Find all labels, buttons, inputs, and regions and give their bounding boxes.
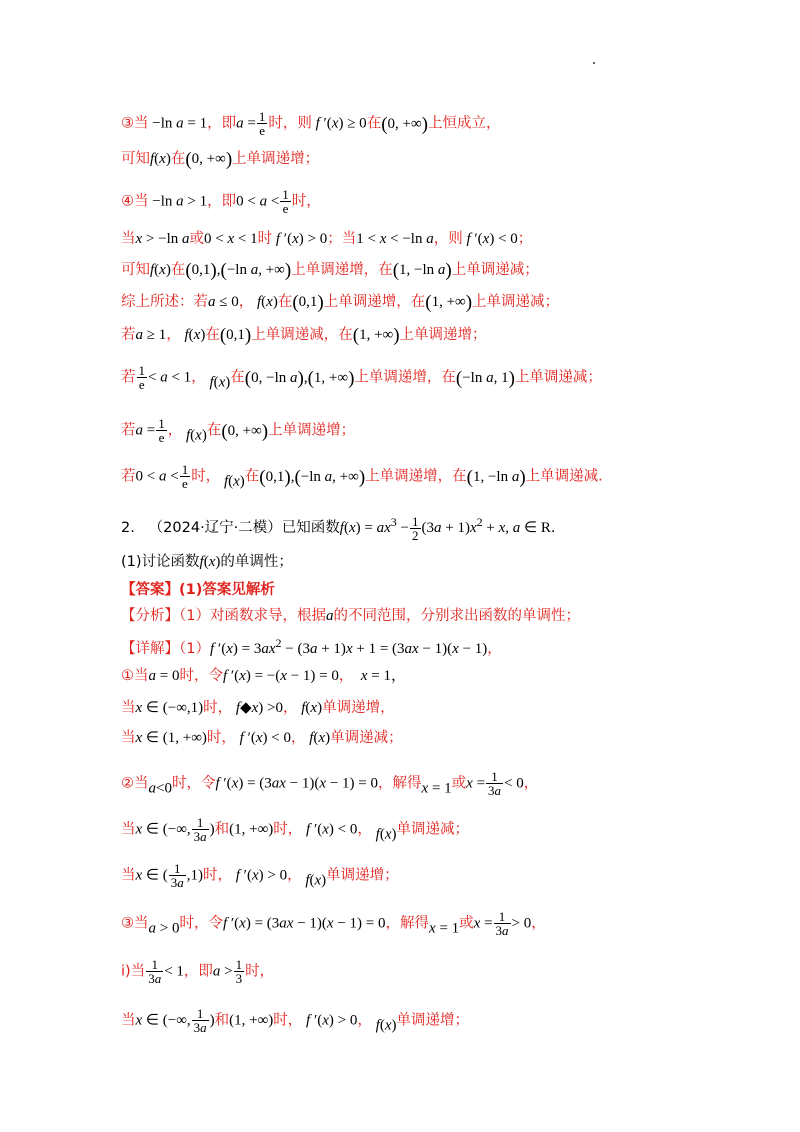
step-3-case-i-increase: 当x ∈ (−∞, $\frac{1}{3a}$ )和(1, +∞)时， f ′(x) > 0， f(x)单调递增；	[121, 1006, 469, 1035]
step-1: ①当a = 0时，令f ′(x) = −(x − 1) = 0， x = 1，	[121, 668, 407, 684]
step-2-decrease: 当x ∈ (−∞, $\frac{1}{3a}$ )和(1, +∞)时， f ′(x) < 0， f(x)单调递减；	[121, 815, 469, 844]
step-3: ③当a > 0时，令f ′(x) = (3ax − 1)(x − 1) = 0，解得x = 1或x = $\frac{1}{3a}$ > 0，	[121, 909, 546, 938]
case-4-conclusion: 可知f(x)在(0,1),(−ln a, +∞)上单调递增，在(1, −ln a)上单调递减；	[121, 260, 539, 281]
summary-line-3: 若 $\frac{1}{e}$ < a < 1， f(x)在(0, −ln a),(1, +∞)上单调递增，在(−ln a, 1)上单调递减；	[121, 363, 602, 392]
case-4-intervals: 当x > −ln a或0 < x < 1时 f ′(x) > 0；当1 < x < −ln a，则 f ′(x) < 0；	[121, 231, 533, 247]
summary-line-4: 若a = $\frac{1}{e}$ ， f(x)在(0, +∞)上单调递增；	[121, 416, 356, 445]
question-2-part-1: (1)讨论函数f(x)的单调性；	[121, 554, 293, 570]
step-3-case-i: i)当 $\frac{1}{3a}$ < 1，即a > $\frac{1}{3}$ 时，	[121, 957, 275, 986]
step-2-increase: 当x ∈ ( $\frac{1}{3a}$ ,1)时， f ′(x) > 0， f(x)单调递增；	[121, 861, 399, 890]
case-4-line: ④当 −ln a > 1，即0 < a < $\frac{1}{e}$ 时，	[121, 187, 321, 216]
analysis-line: 【分析】（1）对函数求导，根据a的不同范围，分别求出函数的单调性；	[121, 608, 580, 624]
summary-line-5: 若0 < a < $\frac{1}{e}$ 时， f(x)在(0,1),(−ln a, +∞)上单调递增，在(1, −ln a)上单调递减.	[121, 462, 603, 491]
summary-line-1: 综上所述：若a ≤ 0， f(x)在(0,1)上单调递增，在(1, +∞)上单调递减；	[121, 292, 560, 313]
question-2: 2. （2024·辽宁·二模）已知函数$f(x) = ax^3$ − $\frac{1}{2}$ $(3a + 1)x^2 + x$, a ∈ R.	[121, 513, 556, 543]
case-3-line: ③当 −ln a = 1，即a = $\frac{1}{e}$ 时，则 f ′(x) ≥ 0在(0, +∞)上恒成立，	[121, 109, 501, 138]
step-2: ②当a<0时，令f ′(x) = (3ax − 1)(x − 1) = 0，解得x = 1或x = $\frac{1}{3a}$ < 0，	[121, 769, 539, 798]
summary-line-2: 若a ≥ 1， f(x)在(0,1)上单调递减，在(1, +∞)上单调递增；	[121, 325, 487, 346]
answer-line: 【答案】(1)答案见解析	[121, 582, 275, 598]
page-mark-dot	[593, 62, 595, 64]
detail-line: 【详解】（1）f $'(x) = 3ax^2 - (3a + 1)x + 1 = (3ax - 1)(x - 1)$，	[121, 636, 502, 657]
conclusion-line: 可知f(x)在(0, +∞)上单调递增；	[121, 149, 320, 170]
step-1-increase: 当x ∈ (−∞,1)时， f◆x) >0， f(x)单调递增，	[121, 700, 395, 716]
step-1-decrease: 当x ∈ (1, +∞)时， f ′(x) < 0， f(x)单调递减；	[121, 730, 403, 746]
